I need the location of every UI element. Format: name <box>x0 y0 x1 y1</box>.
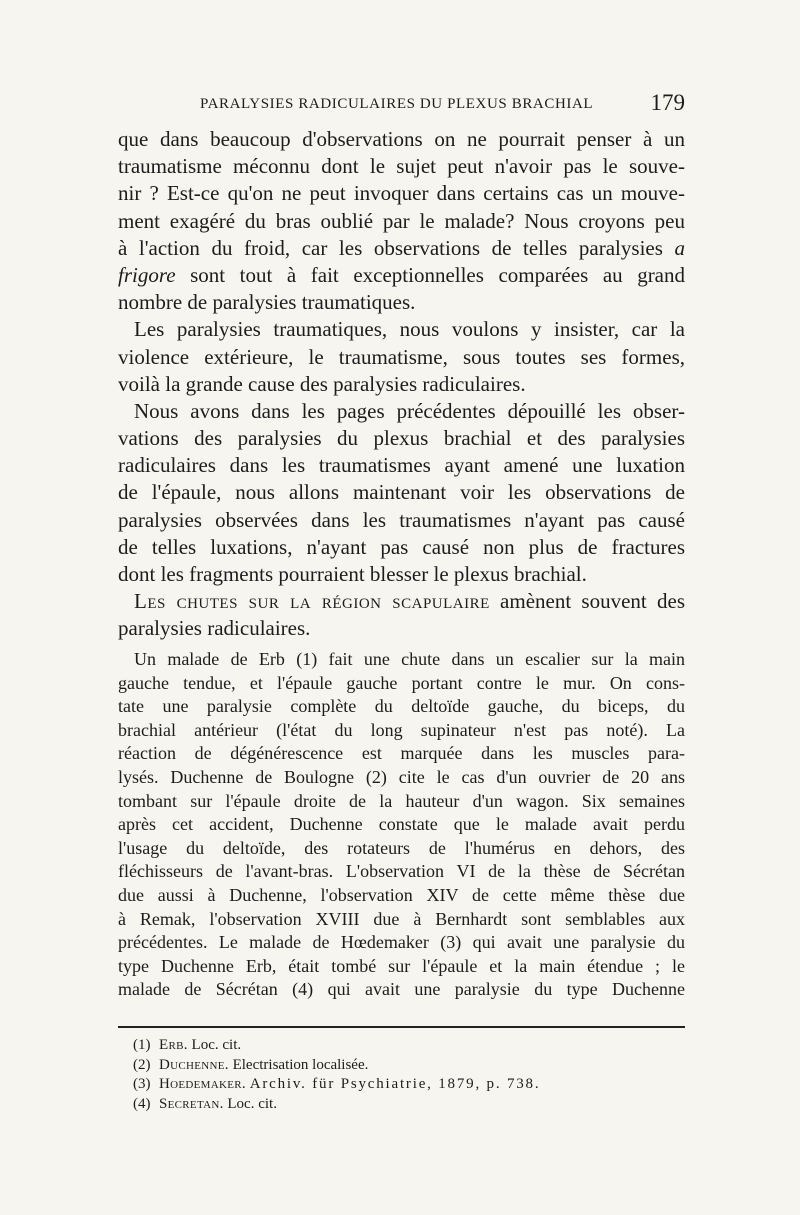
small-text-line: l'usage du deltoïde, des rotateurs de l'humérus en dehors, des <box>118 837 685 858</box>
small-text-line: gauche tendue, et l'épaule gauche portant contre le mur. On cons- <box>118 672 685 693</box>
text-line: traumatisme méconnu dont le sujet peut n'avoir pas le souve- <box>118 154 685 179</box>
smallcaps-heading: Les chutes sur la région scapulaire <box>134 589 490 614</box>
text-segment: amènent souvent des <box>500 589 686 614</box>
text-line: nombre de paralysies traumatiques. <box>118 290 416 315</box>
footnote-author: Duchenne. <box>159 1056 229 1073</box>
text-segment: sont tout à fait exceptionnelles comparées au grand <box>190 262 686 287</box>
text-line: dont les fragments pourraient blesser le plexus brachial. <box>118 562 587 586</box>
text-segment: à l'action du froid, car les observations de telles paralysies <box>118 235 663 260</box>
main-text <box>118 126 685 643</box>
footnote-rule <box>118 1026 685 1028</box>
text-line: de telles luxations, n'ayant pas causé non plus de fractures <box>118 534 685 559</box>
text-line <box>118 588 685 615</box>
text-line: nir ? Est-ce qu'on ne peut invoquer dans certains cas un mouve- <box>118 181 685 206</box>
small-text-line: tate une paralysie complète du deltoïde gauche, du biceps, du <box>118 696 685 717</box>
footnote-author: Secretan. <box>159 1095 224 1112</box>
italic-a: a <box>674 235 686 260</box>
text-line: que dans beaucoup d'observations on ne pourrait penser à un <box>118 127 685 151</box>
text-line: de l'épaule, nous allons maintenant voir les observations de <box>118 480 685 505</box>
footnote-number: (4) <box>133 1095 151 1112</box>
small-text-line: due aussi à Duchenne, l'observation XIV de cette même thèse due <box>118 884 685 905</box>
text-line: ment exagéré du bras oublié par le malade? Nous croyons peu <box>118 208 685 233</box>
footnote <box>133 1036 673 1056</box>
small-text-line: après cet accident, Duchenne constate que le malade avait perdu <box>118 814 685 835</box>
small-text-line: malade de Sécrétan (4) qui avait une paralysie du type Duchenne <box>118 979 685 1000</box>
footnotes <box>133 1036 673 1114</box>
footnote-text: Loc. cit. <box>227 1095 277 1112</box>
page-number: 179 <box>650 90 685 115</box>
text-line: Les paralysies traumatiques, nous voulons y insister, car la <box>134 317 685 342</box>
small-text-line: à Remak, l'observation XVIII due à Bernhardt sont semblables aux <box>118 908 685 929</box>
footnote-text: Archiv. für Psychiatrie, 1879, p. 738. <box>249 1076 541 1092</box>
text-line: vations des paralysies du plexus brachial et des paralysies <box>118 426 685 451</box>
small-text-line: type Duchenne Erb, était tombé sur l'épaule et la main étendue ; le <box>118 955 685 976</box>
small-text-line: précédentes. Le malade de Hœdemaker (3) qui avait une paralysie du <box>118 932 685 953</box>
small-text-line: Un malade de Erb (1) fait une chute dans un escalier sur la main <box>134 649 685 669</box>
footnote <box>133 1075 673 1095</box>
footnote <box>133 1095 673 1115</box>
footnote-author: Erb. <box>159 1037 188 1053</box>
text-line <box>118 235 685 262</box>
text-line: paralysies radiculaires. <box>118 616 311 641</box>
text-line: voilà la grande cause des paralysies radiculaires. <box>118 371 526 396</box>
footnote-author: Hoedemaker. <box>159 1076 246 1092</box>
footnote-number: (1) <box>133 1037 151 1053</box>
text-line: Nous avons dans les pages précédentes dépouillé les obser- <box>134 398 685 423</box>
footnote <box>133 1056 673 1076</box>
small-print-text <box>118 648 685 1002</box>
text-line: paralysies observées dans les traumatismes n'ayant pas causé <box>118 507 685 532</box>
text-line: radiculaires dans les traumatismes ayant amené une luxation <box>118 453 685 478</box>
footnote-number: (3) <box>133 1076 151 1092</box>
italic-frigore: frigore <box>118 262 176 287</box>
small-text-line: lysés. Duchenne de Boulogne (2) cite le cas d'un ouvrier de 20 ans <box>118 766 685 787</box>
footnote-number: (2) <box>133 1056 151 1073</box>
text-line: violence extérieure, le traumatisme, sous toutes ses formes, <box>118 344 685 369</box>
small-text-line: fléchisseurs de l'avant-bras. L'observation VI de la thèse de Sécrétan <box>118 861 685 882</box>
page-header <box>118 92 685 126</box>
small-text-line: réaction de dégénérescence est marquée dans les muscles para- <box>118 743 685 764</box>
small-text-line: tombant sur l'épaule droite de la hauteur d'un wagon. Six semaines <box>118 790 685 811</box>
text-line <box>118 262 685 289</box>
small-text-line: brachial antérieur (l'état du long supinateur n'est pas noté). La <box>118 719 685 740</box>
running-title: PARALYSIES RADICULAIRES DU PLEXUS BRACHIAL <box>200 96 594 112</box>
footnote-text: Electrisation localisée. <box>232 1056 369 1073</box>
footnote-text: Loc. cit. <box>191 1037 242 1053</box>
